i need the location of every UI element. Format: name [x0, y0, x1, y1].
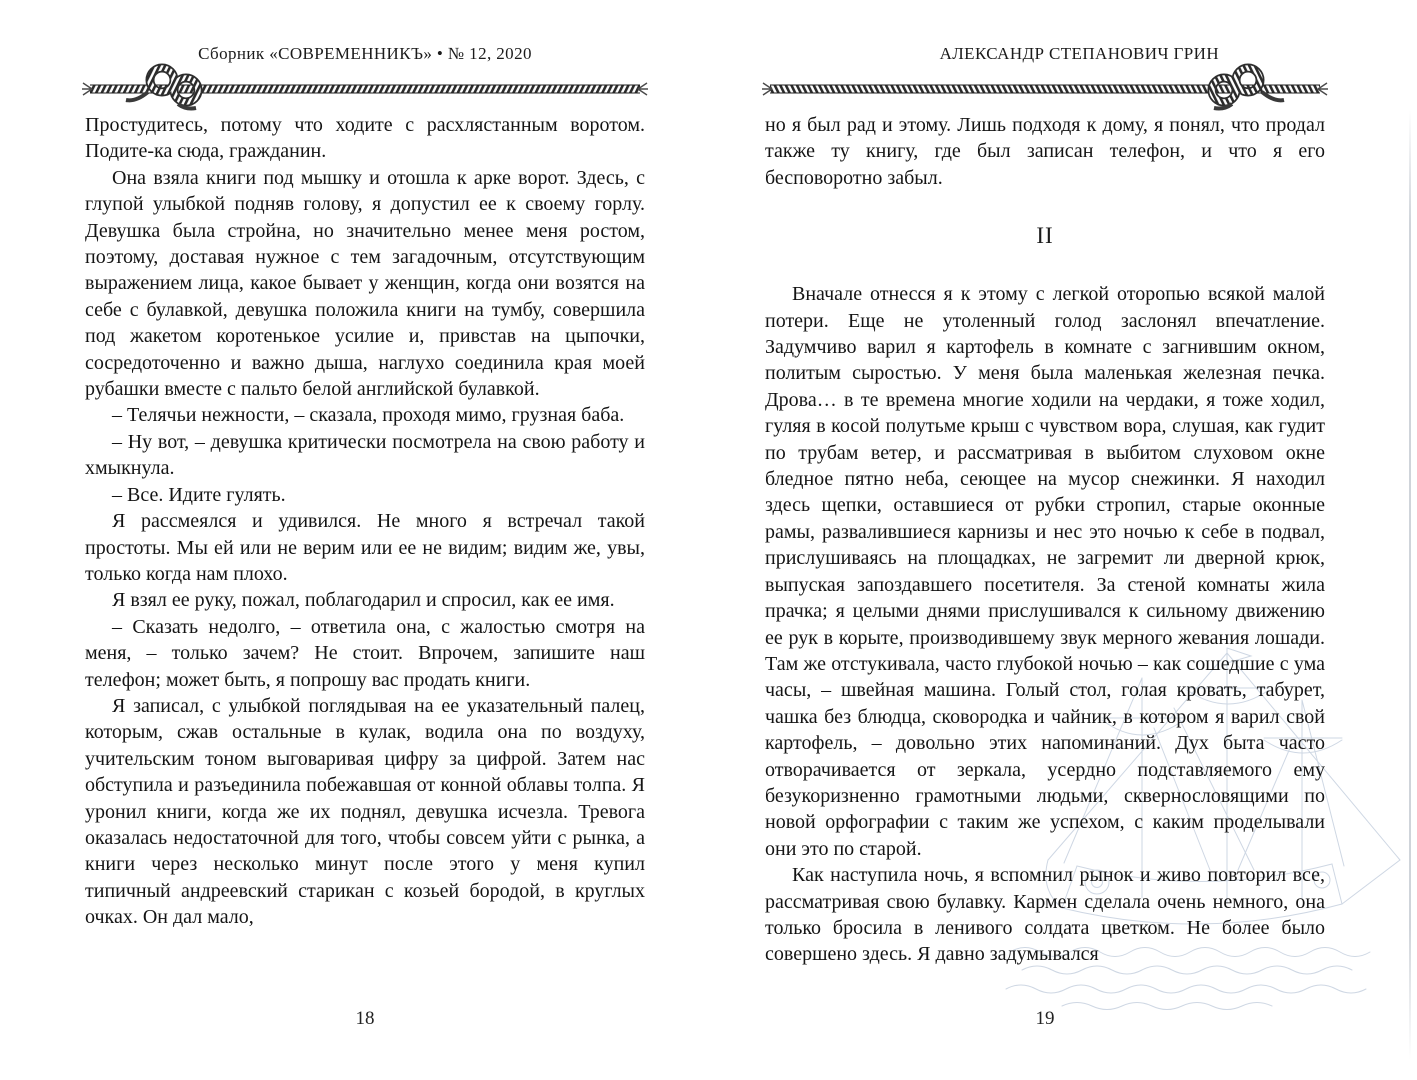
paragraph: – Сказать недолго, – ответила она, с жалостью смотря на меня, – только зачем? Не стоит. Впрочем, запишите наш телефон; может быть, я попрошу вас продать книги.	[85, 615, 645, 691]
paragraph: Я взял ее руку, пожал, поблагодарил и спросил, как ее имя.	[112, 589, 615, 612]
paragraph: – Все. Идите гулять.	[112, 483, 286, 506]
paragraph: – Ну вот, – девушка критически посмотрела на свою работу и хмыкнула.	[85, 430, 645, 480]
page-number-left: 18	[355, 1008, 375, 1029]
paragraph: но я был рад и этому. Лишь подходя к дому, я понял, что продал также ту книгу, где был записан телефон, и что я его бесповоротно забыл.	[765, 114, 1325, 189]
paragraph: Простудитесь, потому что ходите с расхлястанным воротом. Подите-ка сюда, гражданин.	[85, 114, 645, 163]
paragraph: Как наступила ночь, я вспомнил рынок и живо повторил все, рассматривая свою булавку. Кармен сделала очень немного, она только бросила в ленивого солдата цветком. Не более было совершено здесь. Я давно задумывался	[765, 864, 1325, 966]
paragraph: – Телячьи нежности, – сказала, проходя мимо, грузная баба.	[112, 404, 625, 427]
paragraph: Вначале отнесся я к этому с легкой оторопью всякой малой потери. Еще не утоленный голод заслонял впечатление. Задумчиво варил я картофель в комнате с загнившим окном, политым сыростью. У меня была маленькая железная печка. Дрова… в те времена многие ходили на чердаки, я тоже ходил, гуляя в косой полутьме крыш с чувством вора, слушая, как гудит по трубам ветер, и рассматривая в выбитом слуховом окне бледное пятно неба, сеющее на мусор снежинки. Я находил здесь щепки, оставшиеся от рубки стропил, старые оконные рамы, развалившиеся карнизы и нес это ночью к себе в подвал, прислушиваясь на площадках, не загремит ли дверной крюк, выпуская запоздавшего посетителя. За стеной комнаты жила прачка; я целыми днями прислушивался к сильному движению ее рук в корыте, производившему звук мерного жевания лошади. Там же отстукивала, часто глубокой ночью – как сошедшие с ума часы, – швейная машина. Голый стол, голая кровать, табурет, чашка без блюдца, сковородка и чайник, в котором я варил свой картофель, – довольно этих напоминаний. Дух быта часто отворачивается от зеркала, усердно подставляемого ему безукоризненно грамотными людьми, сквернословящими по новой орфографии с таким же успехом, с каким проделывали они это по старой.	[765, 283, 1325, 860]
page-right-text	[765, 112, 1325, 968]
page-left-text	[85, 112, 645, 931]
section-heading: II	[1036, 223, 1054, 249]
rope-knot-divider-icon	[762, 62, 1328, 112]
page-number-right: 19	[1035, 1008, 1055, 1029]
running-head-left: Сборник «СОВРЕМЕННИКЪ» • № 12, 2020	[198, 44, 532, 63]
right-section-paragraphs	[765, 281, 1325, 968]
rope-knot-divider-icon	[82, 62, 648, 112]
page-left	[85, 0, 645, 1080]
paragraph: Я записал, с улыбкой поглядывая на ее указательный палец, которым, сжав остальные в кулак, водила она по воздуху, учительским тоном выговаривая цифру за цифрой. Затем нас обступила и разъединила побежавшая от конной облавы толпа. Я уронил книги, когда же их поднял, девушка исчезла. Тревога оказалась недостаточной для того, чтобы совсем уйти с рынка, а книги через несколько минут после этого у меня купил типичный андреевский старикан с козьей бородой, в круглых очках. Он дал мало,	[85, 694, 645, 929]
running-head-right: АЛЕКСАНДР СТЕПАНОВИЧ ГРИН	[939, 44, 1219, 63]
right-opening-paragraphs	[765, 112, 1325, 191]
page-right	[765, 0, 1325, 1080]
paragraph: Я рассмеялся и удивился. Не много я встречал такой простоты. Мы ей или не верим или ее не видим; видим же, увы, только когда нам плохо.	[85, 510, 645, 585]
paragraph: Она взяла книги под мышку и отошла к арке ворот. Здесь, с глупой улыбкой подняв голову, я допустил ее к своему горлу. Девушка была стройна, но значительно менее меня ростом, поэтому, доставая нужное с тем загадочным, отсутствующим выражением лица, какое бывает у женщин, когда они возятся на себе с булавкой, девушка положила книги на тумбу, совершила под жакетом коротенькое усилие и, привстав на цыпочки, сосредоточенно и важно дыша, наглухо соединила края моей рубашки вместе с пальто белой английской булавкой.	[85, 166, 645, 401]
scan-page-edge	[1409, 110, 1411, 1060]
